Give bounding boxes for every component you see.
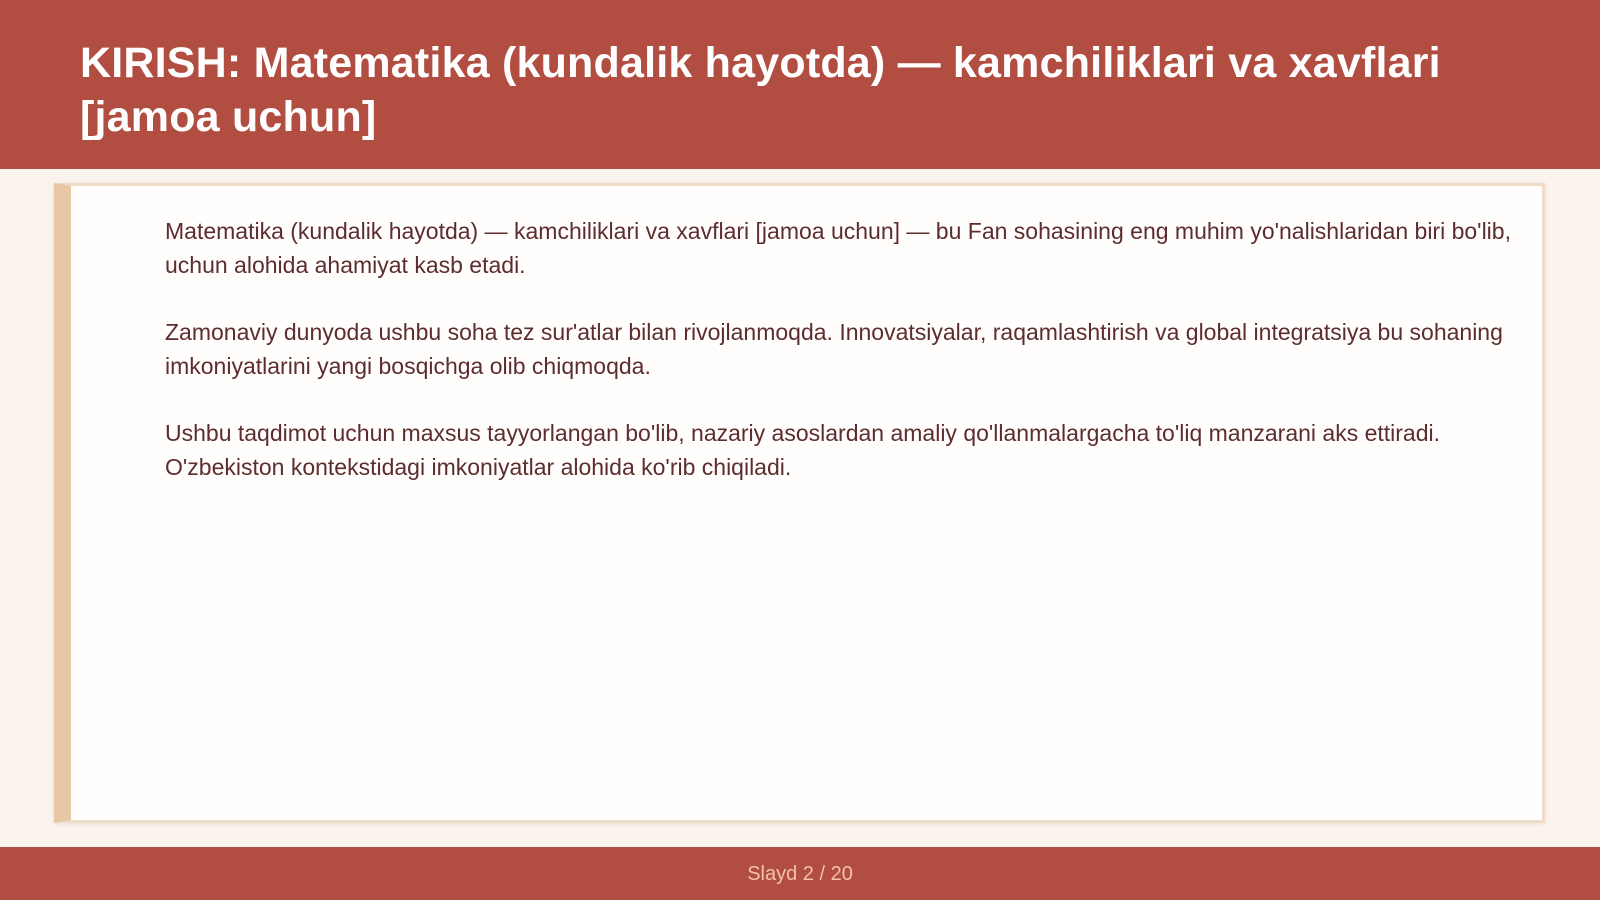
slide-footer (0, 847, 1600, 900)
content-panel (54, 183, 1545, 823)
slide-number: Slayd 2 / 20 (747, 863, 853, 885)
intro-paragraph: Matematika (kundalik hayotda) — kamchiliklari va xavflari [jamoa uchun] — bu Fan sohasining eng muhim yo'nalishlaridan biri bo'lib, uchun alohida ahamiyat kasb etadi. (165, 218, 1511, 278)
development-paragraph: Zamonaviy dunyoda ushbu soha tez sur'atlar bilan rivojlanmoqda. Innovatsiyalar, raqamlashtirish va global integratsiya bu sohaning imkoniyatlarini yangi bosqichga olib chiqmoqda. (165, 319, 1503, 379)
presentation-paragraph: Ushbu taqdimot uchun maxsus tayyorlangan bo'lib, nazariy asoslardan amaliy qo'llanmalargacha to'liq manzarani aks ettiradi. O'zbekiston kontekstidagi imkoniyatlar alohida ko'rib chiqiladi. (165, 420, 1441, 480)
slide-header (0, 0, 1600, 169)
slide-title: KIRISH: Matematika (kundalik hayotda) — kamchiliklari va xavflari [jamoa uchun] (80, 39, 1441, 141)
body-text (165, 214, 1545, 517)
